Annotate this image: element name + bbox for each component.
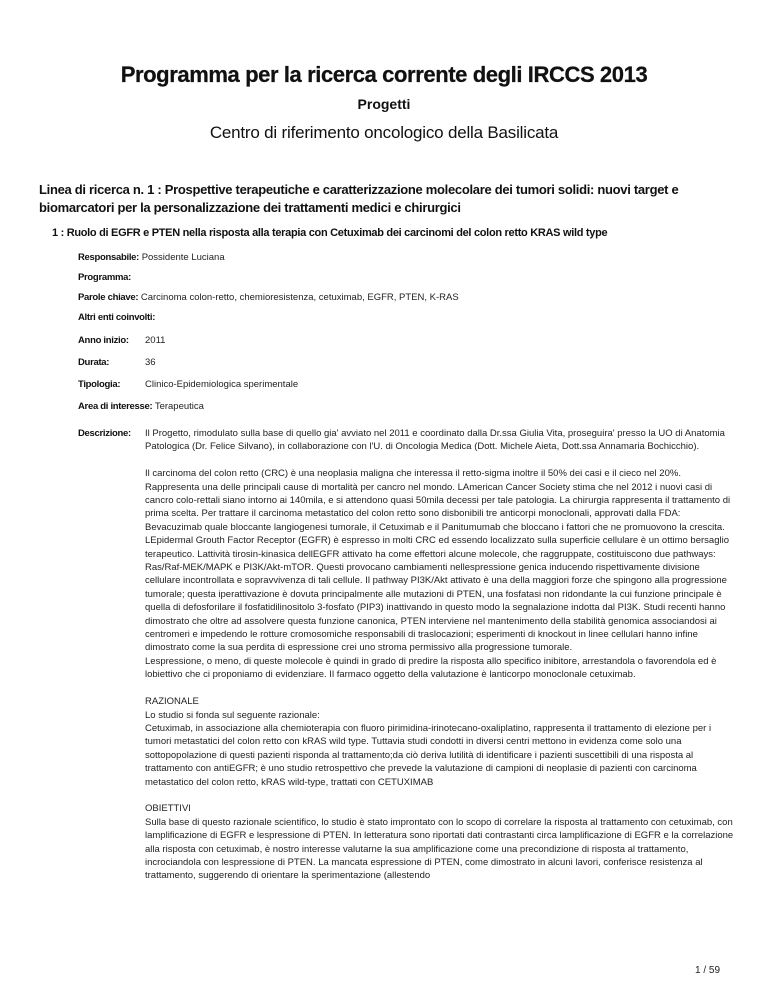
tipologia-value: Clinico-Epidemiologica sperimentale: [145, 379, 299, 390]
parole-chiave-label: Parole chiave:: [78, 292, 139, 303]
tipologia-row: [78, 378, 678, 391]
durata-label: Durata:: [78, 357, 110, 368]
project-title: 1 : Ruolo di EGFR e PTEN nella risposta alla terapia con Cetuximab dei carcinomi del colon retto KRAS wild type: [52, 227, 608, 239]
description-body: [145, 427, 735, 896]
area-interesse-label: Area di interesse:: [78, 401, 153, 412]
description-paragraph: Il carcinoma del colon retto (CRC) è una neoplasia maligna che interessa il retto-sigma inoltre il 50% dei casi e il cieco nel 20%. Rappresenta una delle principali cause di mortalità per cancro nel mondo. LAmerican Cancer Society stima che nel 2012 i nuovi casi di cancro colo-rettali siano intorno ai 140mila, e si attendono quasi 50mila decessi per tale patologia. La chirurgia rappresenta il trattamento di prima scelta. Per trattare il carcinoma metastatico del colon retto sono disbonibili tre anticorpi monoclonali, approvati dalla FDA: Bevacuzimab quale bloccante langiogenesi tumorale, il Cetuximab e il Panitumumab che bloccano i fattori che ne promuovono la crescita. LEpidermal Grouth Factor Receptor (EGFR) è espresso in molti CRC ed essendo localizzato sulla superficie cellulare è un ottimo bersaglio terapeutico. Lattività tirosin-kinasica dellEGFR attivato ha come effettori alcune molecole, che raggruppate, costituiscono due pathways: Ras/Raf-MEK/MAPK e PI3K/Akt-mTOR. Questi provocano cambiamenti nellespressione genica inducendo rispettivamente divisione cellulare incontrollata e sopravvivenza di tali cellule. Il pathway PI3K/Akt attivato è una della maggiori forze che spingono alla progressione tumorale; questa iperattivazione è dovuta principalmente alle mutazioni di PTEN, una fosfatasi non ridondante la cui funzione principale è quella di defosforilare il fosfatidilinositolo 3-fosfato (PIP3) inattivando in questo modo la segnalazione indotta dal PI3K. Studi recenti hanno dimostrato che oltre ad assolvere questa funzione canonica, PTEN interviene nel mantenimento della stabilità genomica associandosi ai centromeri e impedendo le rotture cromosomiche responsabili di traslocazioni; esperimenti di knockout in linee cellulari hanno infine dimostrato come la sua perdita di espressione crei uno stroma permissivo alla progressione tumorale. Lespressione, o meno, di queste molecole è quindi in grado di predire la risposta allo specifico inibitore, arrestandola o favorendola ed è lobiettivo che ci proponiamo di evidenziare. Il farmaco oggetto della valutazione è lanticorpo monoclonale cetuximab.: [145, 468, 731, 681]
research-line-heading: Linea di ricerca n. 1 : Prospettive terapeutiche e caratterizzazione molecolare dei tumori solidi: nuovi target e biomarcatori per la personalizzazione dei trattamenti medici e chirurgici: [39, 182, 679, 215]
responsabile-label: Responsabile:: [78, 252, 140, 263]
parole-chiave-row: [78, 291, 459, 304]
responsabile-row: [78, 251, 225, 264]
tipologia-label: Tipologia:: [78, 379, 121, 390]
altri-enti-label: Altri enti coinvolti:: [78, 312, 156, 323]
area-interesse-row: [78, 400, 204, 413]
anno-inizio-value: 2011: [145, 335, 166, 346]
programma-label: Programma:: [78, 272, 131, 283]
description-paragraph: Il Progetto, rimodulato sulla base di quello gia' avviato nel 2011 e coordinato dalla Dr.ssa Giulia Vita, proseguira' presso la UO di Anatomia Patologica (Dr. Felice Silvano), in collaborazione con l'U. di Oncologia Medica (Dott. Michele Aieta, Dott.ssa Annamaria Bochicchio).: [145, 428, 725, 453]
document-subtitle: Progetti: [357, 96, 411, 112]
durata-value: 36: [145, 357, 156, 368]
programma-row: [78, 271, 131, 284]
anno-inizio-label: Anno inizio:: [78, 335, 129, 346]
altri-enti-row: [78, 311, 155, 324]
responsabile-value: Possidente Luciana: [141, 252, 225, 263]
institute-name: Centro di riferimento oncologico della Basilicata: [209, 123, 559, 142]
anno-inizio-row: [78, 334, 678, 347]
durata-row: [78, 356, 678, 369]
page-number: 1 / 59: [695, 965, 721, 976]
parole-chiave-value: Carcinoma colon-retto, chemioresistenza, cetuximab, EGFR, PTEN, K-RAS: [140, 292, 459, 303]
document-title: Programma per la ricerca corrente degli IRCCS 2013: [120, 62, 648, 87]
descrizione-row: [78, 427, 131, 440]
area-interesse-value: Terapeutica: [154, 401, 204, 412]
description-paragraph: RAZIONALE Lo studio si fonda sul seguente razionale: Cetuximab, in associazione alla chemioterapia con fluoro pirimidina-irinotecano-oxaliplatino, rappresenta il trattamento di elezione per i tumori metastatici del colon retto con kRAS wild type. Tuttavia studi condotti in diversi centri mettono in evidenza come solo una sottopopolazione di questi pazienti risponda al trattamento;da ciò deriva lutilità di identificare i pazienti suscettibili di una risposta al trattamento con antiEGFR; è uno studio retrospettivo che prevede la valutazione di campioni di neoplasie di pazienti con carcinoma metastatico del colon retto, kRAS wild-type, trattati con CETUXIMAB: [145, 696, 712, 788]
descrizione-label: Descrizione:: [78, 428, 131, 439]
description-paragraph: OBIETTIVI Sulla base di questo razionale scientifico, lo studio è stato improntato con lo scopo di correlare la risposta al trattamento con cetuximab, con lamplificazione di EGFR e lespressione di PTEN. In letteratura sono riportati dati contrastanti circa lamplificazione di EGFR e la correlazione alla risposta con cetuximab, è nostro interesse valutarne la sua amplificazione come una precondizione di risposta al trattamento, incrociandola con lespressione di PTEN. La mancata espressione di PTEN, come dimostrato in alcuni lavori, conferisce resistenza al trattamento, suggerendo di orientare la sperimentazione (allestendo: [145, 803, 734, 882]
